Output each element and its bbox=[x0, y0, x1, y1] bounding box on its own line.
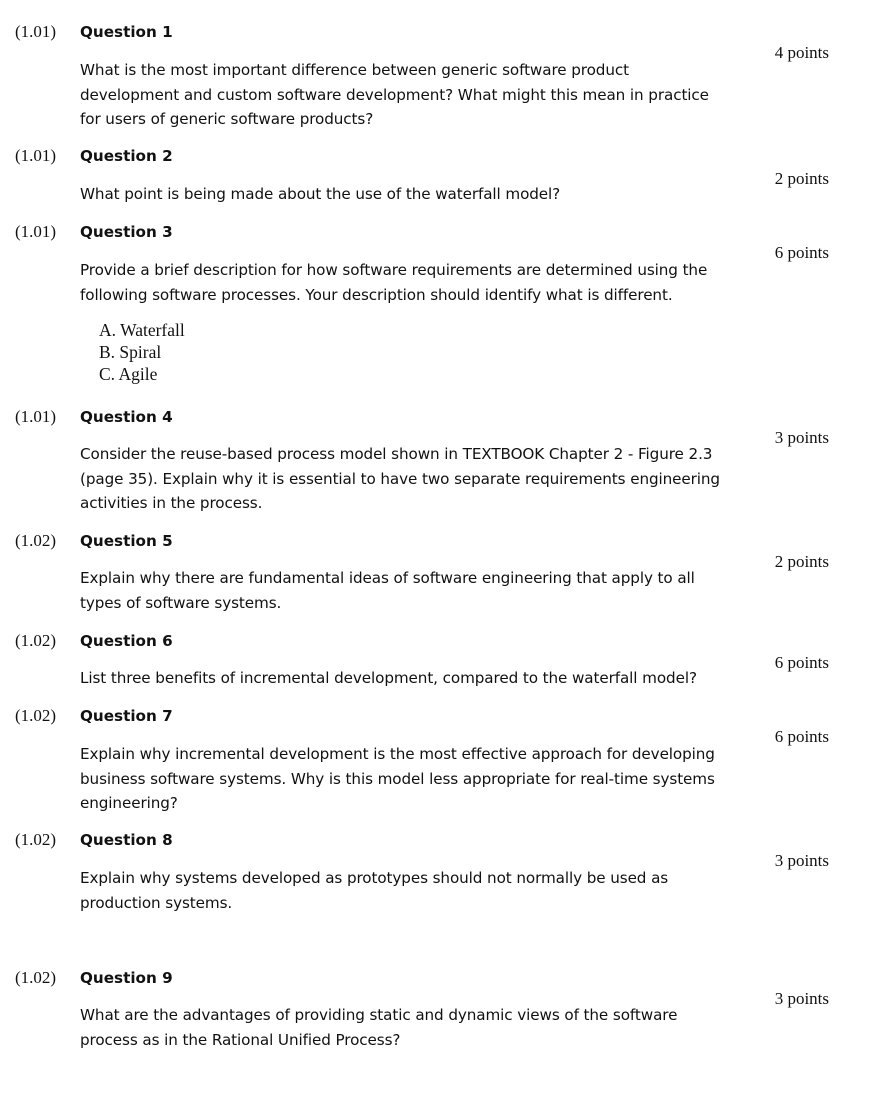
question-text bbox=[80, 866, 730, 915]
question-points: 4 points bbox=[774, 43, 829, 62]
question-text-line: What are the advantages of providing static and dynamic views of the software bbox=[80, 1006, 678, 1024]
question-text-line: Explain why systems developed as prototypes should not normally be used as bbox=[80, 869, 669, 887]
option-item: C. Agile bbox=[99, 364, 158, 384]
question-title: Question 8 bbox=[80, 831, 173, 849]
question-points: 3 points bbox=[774, 851, 829, 870]
question-text-line: business software systems. Why is this model less appropriate for real-time systems bbox=[80, 769, 715, 788]
question-text bbox=[80, 666, 730, 691]
question-title: Question 5 bbox=[80, 532, 173, 550]
question-text-line: Explain why incremental development is the most effective approach for developing bbox=[80, 745, 715, 763]
question-text-line: List three benefits of incremental development, compared to the waterfall model? bbox=[80, 669, 697, 687]
question-title: Question 4 bbox=[80, 408, 173, 426]
question-points: 3 points bbox=[774, 989, 829, 1008]
question-text-line: engineering? bbox=[80, 794, 178, 812]
question-title: Question 7 bbox=[80, 707, 173, 725]
question-text-line: What is the most important difference between generic software product bbox=[80, 61, 629, 79]
question-text bbox=[80, 258, 730, 307]
question-objective: (1.01) bbox=[15, 222, 57, 241]
answer-options bbox=[99, 319, 185, 385]
question-objective: (1.02) bbox=[15, 830, 57, 849]
question-text bbox=[80, 182, 730, 207]
question-text-line: activities in the process. bbox=[80, 494, 263, 512]
question-text bbox=[80, 58, 730, 132]
option-item: B. Spiral bbox=[99, 342, 162, 362]
question-text-line: for users of generic software products? bbox=[80, 110, 374, 128]
question-objective: (1.02) bbox=[15, 531, 57, 550]
question-title: Question 3 bbox=[80, 223, 173, 241]
question-objective: (1.01) bbox=[15, 22, 57, 41]
question-text bbox=[80, 1003, 730, 1052]
question-title: Question 9 bbox=[80, 969, 173, 987]
question-text-line: Explain why there are fundamental ideas of software engineering that apply to all bbox=[80, 569, 695, 587]
question-text-line: (page 35). Explain why it is essential to have two separate requirements engineering bbox=[80, 469, 720, 488]
question-text bbox=[80, 566, 730, 615]
question-text-line: Consider the reuse-based process model shown in TEXTBOOK Chapter 2 - Figure 2.3 bbox=[80, 445, 713, 463]
question-title: Question 1 bbox=[80, 23, 173, 41]
question-points: 6 points bbox=[774, 243, 829, 262]
question-text-line: What point is being made about the use of the waterfall model? bbox=[80, 185, 561, 203]
question-title: Question 2 bbox=[80, 147, 173, 165]
question-points: 6 points bbox=[774, 727, 829, 746]
question-text-line: types of software systems. bbox=[80, 593, 282, 612]
question-objective: (1.02) bbox=[15, 968, 57, 987]
question-points: 2 points bbox=[774, 169, 829, 188]
question-text-line: following software processes. Your description should identify what is different. bbox=[80, 285, 673, 304]
question-text-line: development and custom software development? What might this mean in practice bbox=[80, 85, 709, 104]
question-text-line: Provide a brief description for how software requirements are determined using the bbox=[80, 261, 708, 279]
question-objective: (1.02) bbox=[15, 631, 57, 650]
question-objective: (1.01) bbox=[15, 146, 57, 165]
question-points: 6 points bbox=[774, 653, 829, 672]
question-title: Question 6 bbox=[80, 632, 173, 650]
question-points: 3 points bbox=[774, 428, 829, 447]
question-objective: (1.02) bbox=[15, 706, 57, 725]
question-text bbox=[80, 742, 730, 816]
question-objective: (1.01) bbox=[15, 407, 57, 426]
question-text-line: production systems. bbox=[80, 893, 233, 912]
question-points: 2 points bbox=[774, 552, 829, 571]
question-text-line: process as in the Rational Unified Process? bbox=[80, 1030, 401, 1049]
option-item: A. Waterfall bbox=[99, 320, 185, 340]
question-text bbox=[80, 442, 730, 516]
